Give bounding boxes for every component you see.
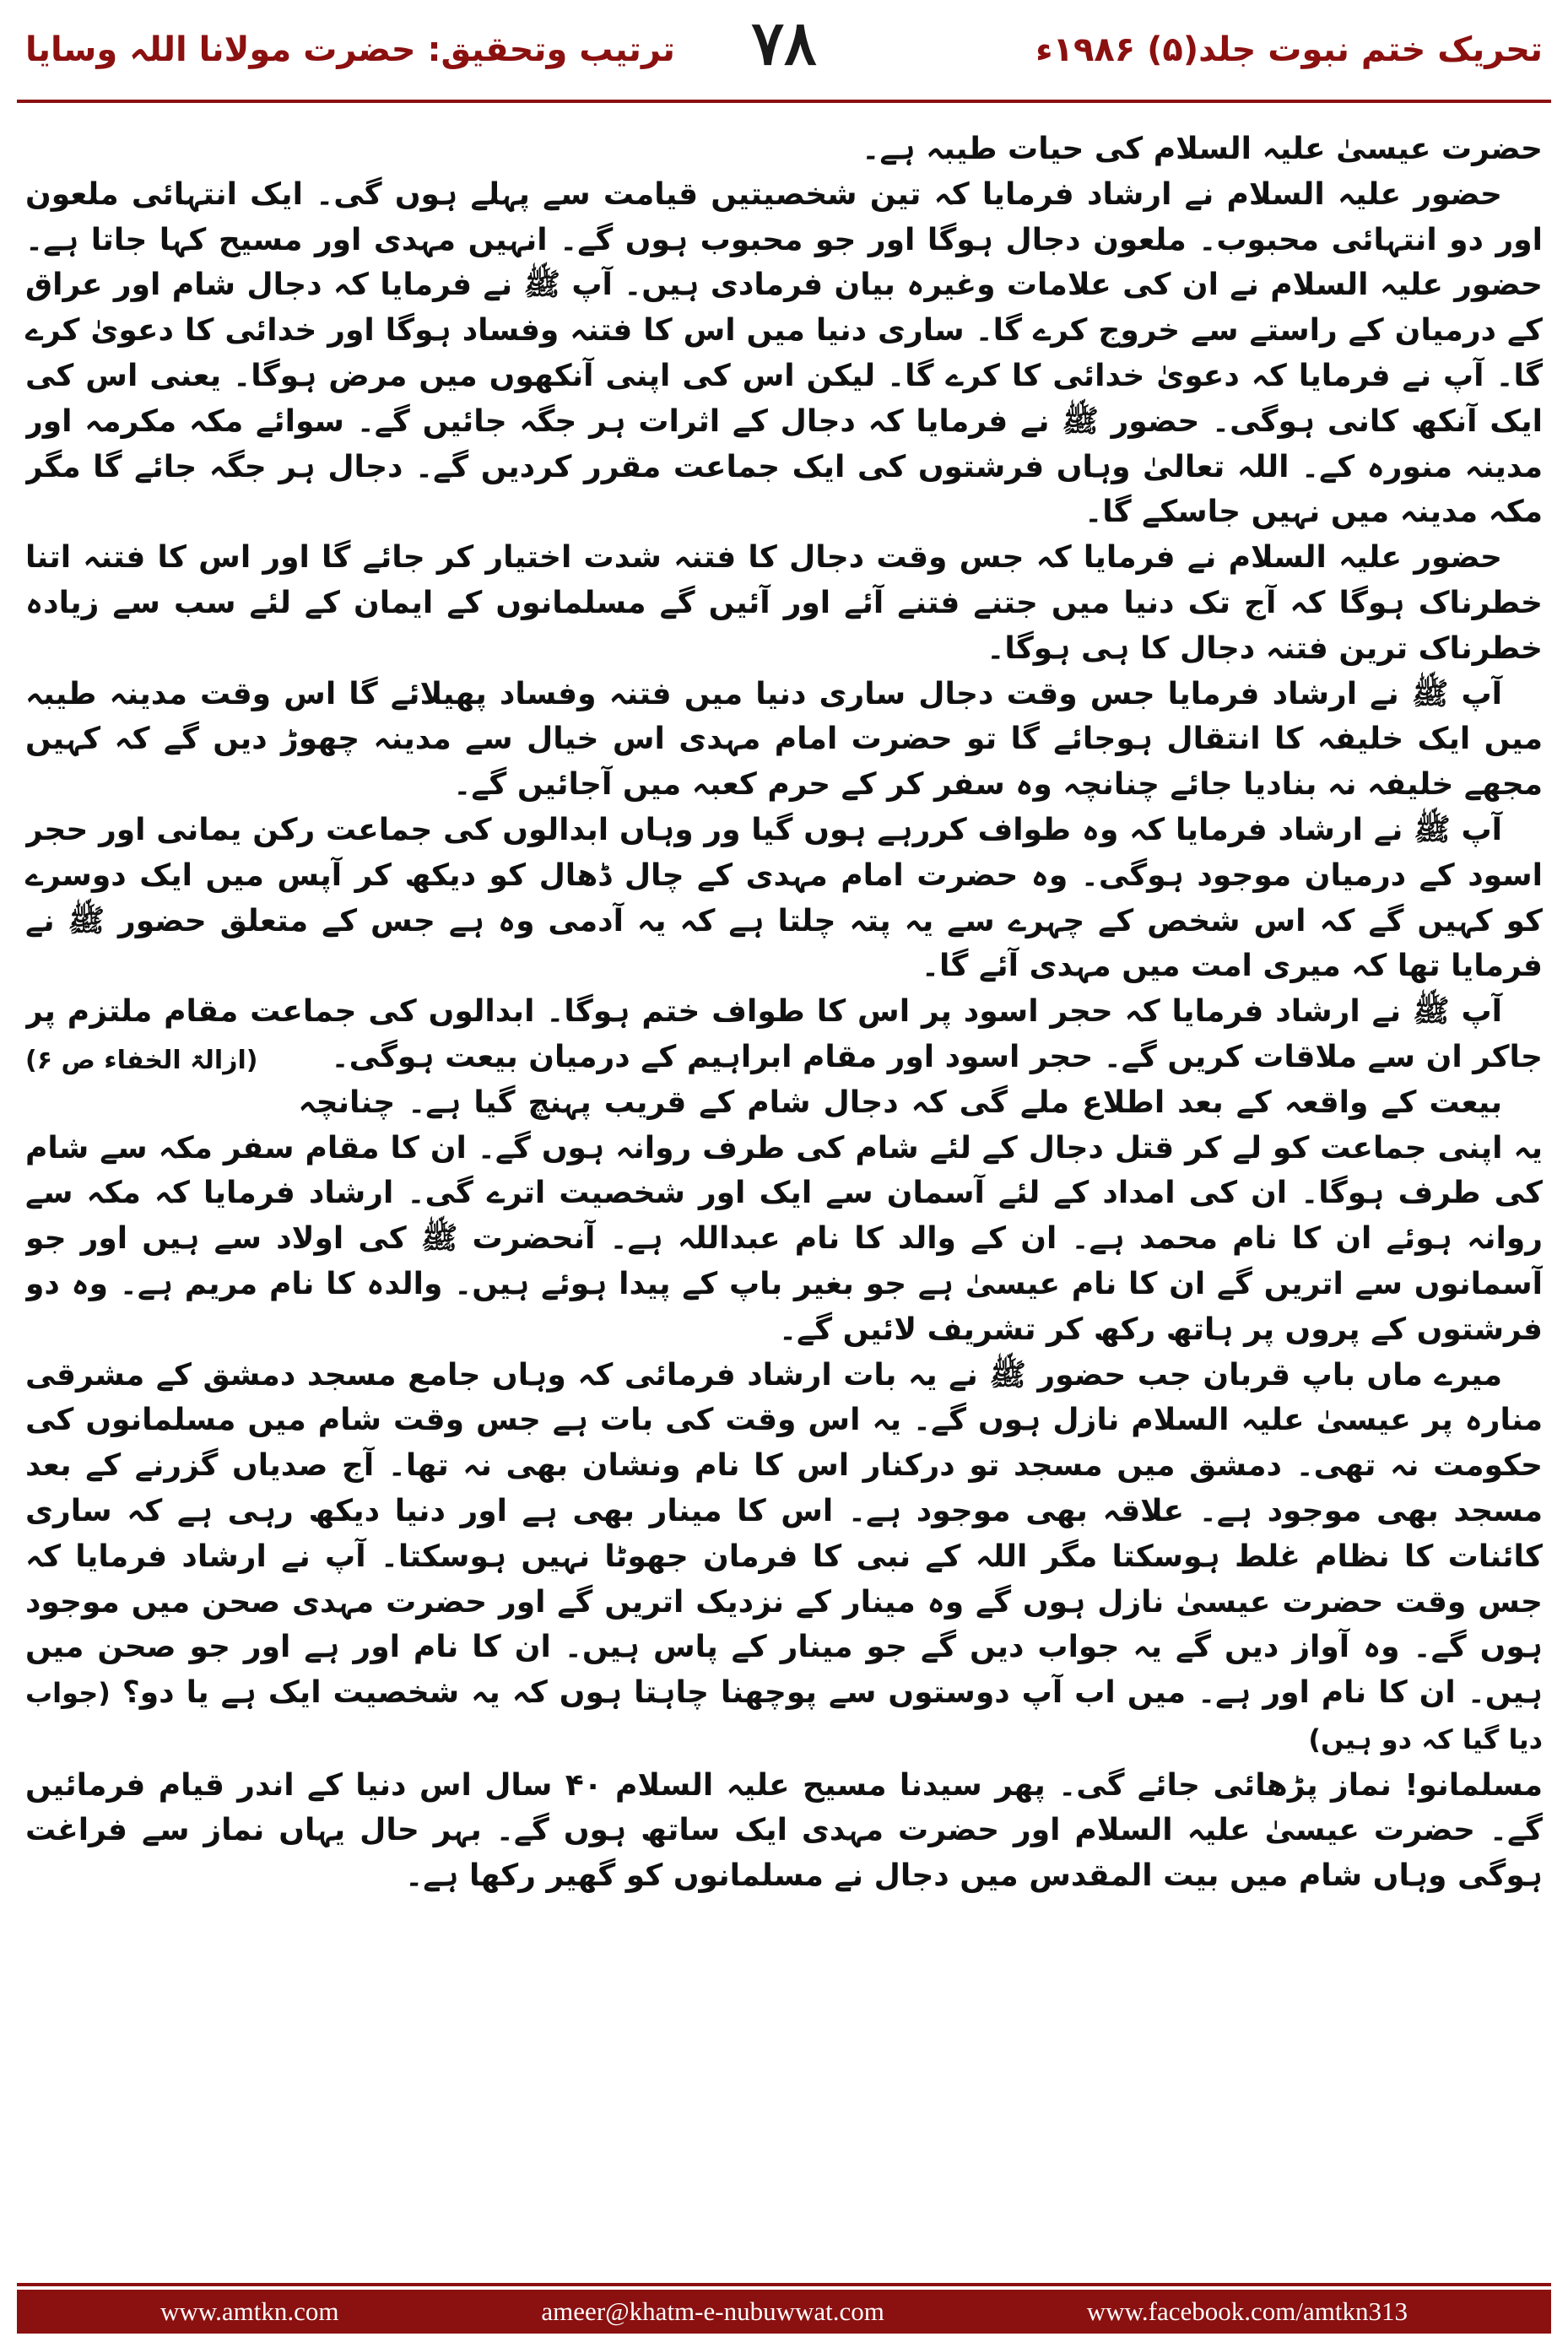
footer-website-link[interactable]: www.amtkn.com [160,2296,339,2326]
header-compiler: ترتیب وتحقیق: حضرت مولانا اللہ وسایا [25,30,675,69]
paragraph-8 [25,1353,1543,1763]
audience-answer: (جواب دیا گیا کہ دو ہیں) [25,1677,1543,1755]
footer-divider [17,2283,1551,2286]
paragraph-5: آپ ﷺ نے ارشاد فرمایا کہ وہ طواف کررہے ہوں گیا ور وہاں ابدالوں کی جماعت رکن یمانی اور حجر اسود کے درمیان موجود ہوگی۔ وہ حضرت امام مہدی کے چال ڈھال کو دیکھ کر آپس میں ایک دوسرے کو کہیں گے کہ اس شخص کے چہرے سے یہ پتہ چلتا ہے کہ یہ آدمی وہ ہے جس کے متعلق حضور ﷺ نے فرمایا تھا کہ میری امت میں مہدی آئے گا۔ [25,812,1543,984]
paragraph-9: مسلمانو! نماز پڑھائی جائے گی۔ پھر سیدنا مسیح علیہ السلام ۴۰ سال اس دنیا کے اندر قیام فرمائیں گے۔ حضرت عیسیٰ علیہ السلام اور حضرت مہدی ایک ساتھ ہوں گے۔ بہر حال یہاں نماز سے فراغت ہوگی وہاں شام میں بیت المقدس میں دجال نے مسلمانوں کو گھیر رکھا ہے۔ [25,1767,1543,1894]
page-body [25,127,1543,2270]
paragraph-1: حضرت عیسیٰ علیہ السلام کی حیات طیبہ ہے۔ [862,132,1543,166]
header-book-title: تحریک ختم نبوت جلد(۵) ۱۹۸۶ء [1035,30,1543,69]
paragraph-7: بیعت کے واقعہ کے بعد اطلاع ملے گی کہ دجال شام کے قریب پہنچ گیا ہے۔ چنانچہ یہ اپنی جماعت کو لے کر قتل دجال کے لئے شام کی طرف روانہ ہوں گے۔ ان کا مقام سفر مکہ سے شام کی طرف ہوگا۔ ان کی امداد کے لئے آسمان سے ایک اور شخصیت اترے گی۔ ارشاد فرمایا کہ مکہ سے روانہ ہوئے ان کا نام محمد ہے۔ ان کے والد کا نام عبداللہ ہے۔ آنحضرت ﷺ کی اولاد سے ہیں اور جو آسمانوں سے اتریں گے ان کا نام عیسیٰ ہے جو بغیر باپ کے پیدا ہوئے ہیں۔ والدہ کا نام مریم ہے۔ وہ دو فرشتوں کے پروں پر ہاتھ رکھ کر تشریف لائیں گے۔ [25,1084,1543,1347]
footer-facebook-link[interactable]: www.facebook.com/amtkn313 [1086,2296,1408,2326]
source-reference: (ازالۃ الخفاء ص ۶) [25,1045,258,1075]
page-header [25,0,1543,100]
paragraph-6-text: آپ ﷺ نے ارشاد فرمایا کہ حجر اسود پر اس کا طواف ختم ہوگا۔ ابدالوں کی جماعت مقام ملتزم پر جاکر ان سے ملاقات کریں گے۔ حجر اسود اور مقام ابراہیم کے درمیان بیعت ہوگی۔ [25,994,1543,1074]
footer-email-link[interactable]: ameer@khatm-e-nubuwwat.com [541,2296,884,2326]
paragraph-2: حضور علیہ السلام نے ارشاد فرمایا کہ تین شخصیتیں قیامت سے پہلے ہوں گی۔ ایک انتہائی ملعون اور دو انتہائی محبوب۔ ملعون دجال ہوگا اور جو محبوب ہوں گے۔ انہیں مہدی اور مسیح کہا جاتا ہے۔ حضور علیہ السلام نے ان کی علامات وغیرہ بیان فرمادی ہیں۔ آپ ﷺ نے فرمایا کہ دجال شام اور عراق کے درمیان کے راستے سے خروج کرے گا۔ ساری دنیا میں اس کا فتنہ وفساد ہوگا اور خدائی کا دعویٰ کرے گا۔ آپ نے فرمایا کہ دعویٰ خدائی کا کرے گا۔ لیکن اس کی اپنی آنکھوں میں مرض ہوگا۔ یعنی اس کی ایک آنکھ کانی ہوگی۔ حضور ﷺ نے فرمایا کہ دجال کے اثرات ہر جگہ جائیں گے۔ سوائے مکہ مکرمہ اور مدینہ منورہ کے۔ اللہ تعالیٰ وہاں فرشتوں کی ایک جماعت مقرر کردیں گے۔ دجال ہر جگہ جائے گا مگر مکہ مدینہ میں نہیں جاسکے گا۔ [25,176,1543,530]
paragraph-8-text: میرے ماں باپ قربان جب حضور ﷺ نے یہ بات ارشاد فرمائی کہ وہاں جامع مسجد دمشق کے مشرقی منارہ پر عیسیٰ علیہ السلام نازل ہوں گے۔ یہ اس وقت کی بات ہے جس وقت شام میں مسلمانوں کی حکومت نہ تھی۔ دمشق میں مسجد تو درکنار اس کا نام ونشان بھی نہ تھا۔ آج صدیاں گزرنے کے بعد مسجد بھی موجود ہے۔ علاقہ بھی موجود ہے۔ اس کا مینار بھی ہے اور دنیا دیکھ رہی ہے کہ ساری کائنات کا نظام غلط ہوسکتا مگر اللہ کے نبی کا فرمان جھوٹا نہیں ہوسکتا۔ آپ نے ارشاد فرمایا کہ جس وقت حضرت عیسیٰ نازل ہوں گے وہ مینار کے نزدیک اتریں گے اور حضرت مہدی صحن میں موجود ہوں گے۔ وہ آواز دیں گے یہ جواب دیں گے جو مینار کے پاس ہیں۔ ان کا نام اور ہے اور جو صحن میں ہیں۔ ان کا نام اور ہے۔ میں اب آپ دوستوں سے پوچھنا چاہتا ہوں کہ یہ شخصیت ایک ہے یا دو؟ [25,1357,1543,1711]
paragraph-6 [25,989,1543,1080]
page-number: ۷۸ [751,7,817,78]
header-divider [17,100,1551,103]
paragraph-4: آپ ﷺ نے ارشاد فرمایا جس وقت دجال ساری دنیا میں فتنہ وفساد پھیلائے گا اس وقت مدینہ طیبہ میں ایک خلیفہ کا انتقال ہوجائے گا تو حضرت امام مہدی اس خیال سے مدینہ چھوڑ دیں گے کہ کہیں مجھے خلیفہ نہ بنادیا جائے چنانچہ وہ سفر کر کے حرم کعبہ میں آجائیں گے۔ [25,676,1543,803]
page-footer [17,2290,1551,2334]
paragraph-3: حضور علیہ السلام نے فرمایا کہ جس وقت دجال کا فتنہ شدت اختیار کر جائے گا اور اس کا فتنہ اتنا خطرناک ہوگا کہ آج تک دنیا میں جتنے فتنے آئے اور آئیں گے مسلمانوں کے ایمان کے لئے سب سے زیادہ خطرناک ترین فتنہ دجال کا ہی ہوگا۔ [25,540,1543,666]
